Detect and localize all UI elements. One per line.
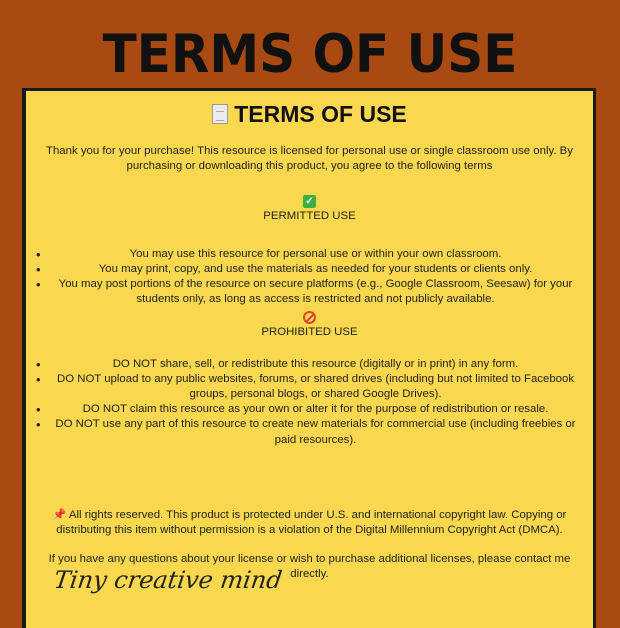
prohibited-icon	[303, 311, 316, 324]
contact-text: If you have any questions about your license or wish to purchase additional licenses, please contact me directly.	[48, 553, 571, 581]
rights-notice	[38, 508, 581, 538]
prohibited-heading: PROHIBITED USE	[261, 326, 358, 339]
terms-card	[22, 88, 596, 628]
prohibited-list	[26, 357, 593, 448]
permitted-list	[26, 247, 593, 308]
banner-title: TERMS OF USE	[102, 23, 518, 85]
permitted-icon-row	[26, 193, 593, 209]
list-item: • You may post portions of the resource on secure platforms (e.g., Google Classroom, Seesaw) for your students only, as long as access is restricted and not publicly available.	[26, 277, 593, 307]
intro-text: Thank you for your purchase! This resource is licensed for personal use or single classroom use only. By purchasing or downloading this product, you agree to the following terms	[46, 145, 573, 173]
permitted-heading: PERMITTED USE	[263, 210, 356, 223]
list-item: • DO NOT use any part of this resource to create new materials for commercial use (including freebies or paid resources).	[26, 417, 593, 447]
rights-text: All rights reserved. This product is protected under U.S. and international copyright law. Copying or distributing this item without permission is a violation of the Digital Millennium Copyright Act (DMCA).	[56, 508, 567, 537]
card-title-text: TERMS OF USE	[234, 101, 407, 127]
prohibited-icon-row	[26, 309, 593, 325]
document-icon	[212, 104, 228, 124]
list-item: • DO NOT claim this resource as your own or alter it for the purpose of redistribution or resale.	[26, 402, 593, 417]
signature: Tiny creative mind	[52, 566, 284, 594]
list-item: • You may use this resource for personal use or within your own classroom.	[26, 247, 593, 262]
check-mark-icon: ✓	[303, 195, 316, 208]
pushpin-icon: 📌	[52, 508, 67, 521]
list-item: • DO NOT share, sell, or redistribute this resource (digitally or in print) in any form.	[26, 357, 593, 372]
list-item: • You may print, copy, and use the materials as needed for your students or clients only.	[26, 262, 593, 277]
card-title	[26, 101, 593, 127]
list-item: • DO NOT upload to any public websites, forums, or shared drives (including but not limited to Facebook groups, personal blogs, or shared Google Drives).	[26, 372, 593, 402]
